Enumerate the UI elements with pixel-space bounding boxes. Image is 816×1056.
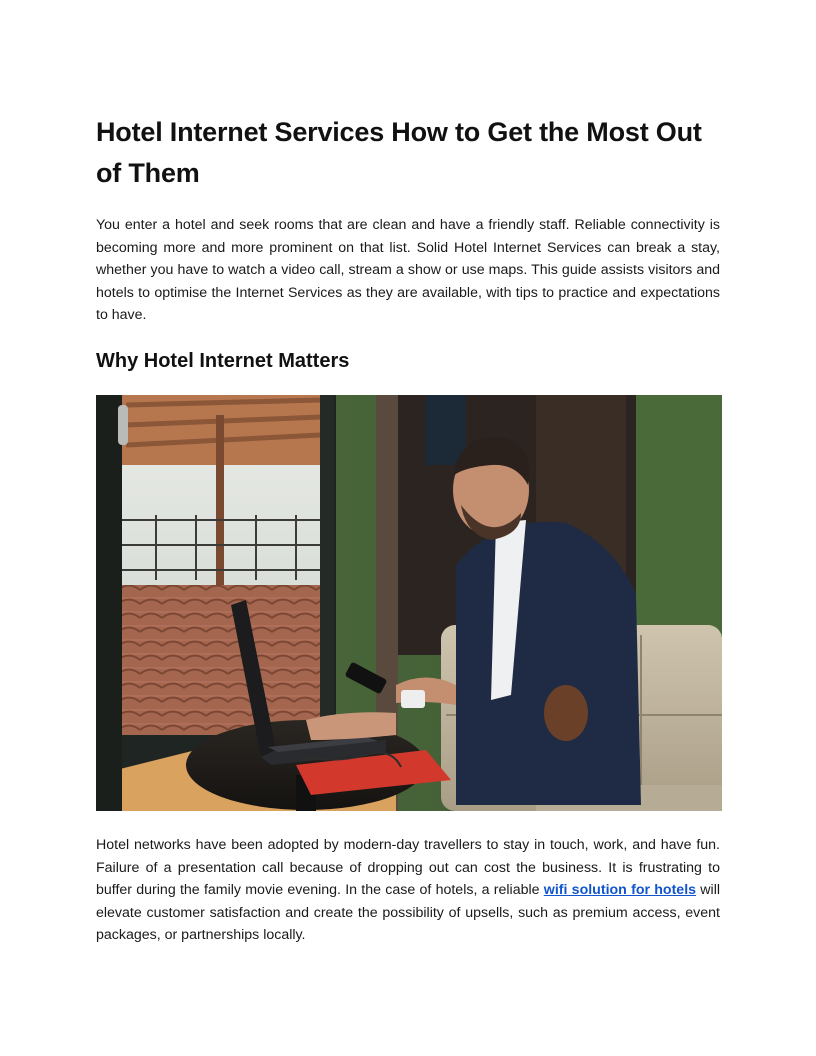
body-text-after-link: will elevate customer satisfaction and create the possibility of upsells, such as premium access, event packages, or partnerships locally. (96, 882, 721, 944)
body-text-before-link: Hotel networks have been adopted by modern-day travellers to stay in touch, work, and have fun. Failure of a presentation call because of dropping out can cost the business. It is frustrating to buffer during the family movie evening. In the case of hotels, a reliable (96, 836, 720, 899)
document-page (96, 112, 720, 947)
intro-paragraph: You enter a hotel and seek rooms that are clean and have a friendly staff. Reliable connectivity is becoming more and more prominent on that list. Solid Hotel Internet Services can break a stay, whether you have to watch a video call, stream a show or use maps. This guide assists visitors and hotels to optimise the Internet Services as they are available, with tips to practice and expectations to have. (96, 217, 720, 324)
hotel-laptop-photo (96, 395, 722, 811)
section-heading: Why Hotel Internet Matters (96, 349, 350, 372)
body-paragraph (96, 834, 720, 947)
article-title: Hotel Internet Services How to Get the Most Out of Them (96, 117, 702, 188)
wifi-solution-link[interactable]: wifi solution for hotels (543, 882, 697, 899)
